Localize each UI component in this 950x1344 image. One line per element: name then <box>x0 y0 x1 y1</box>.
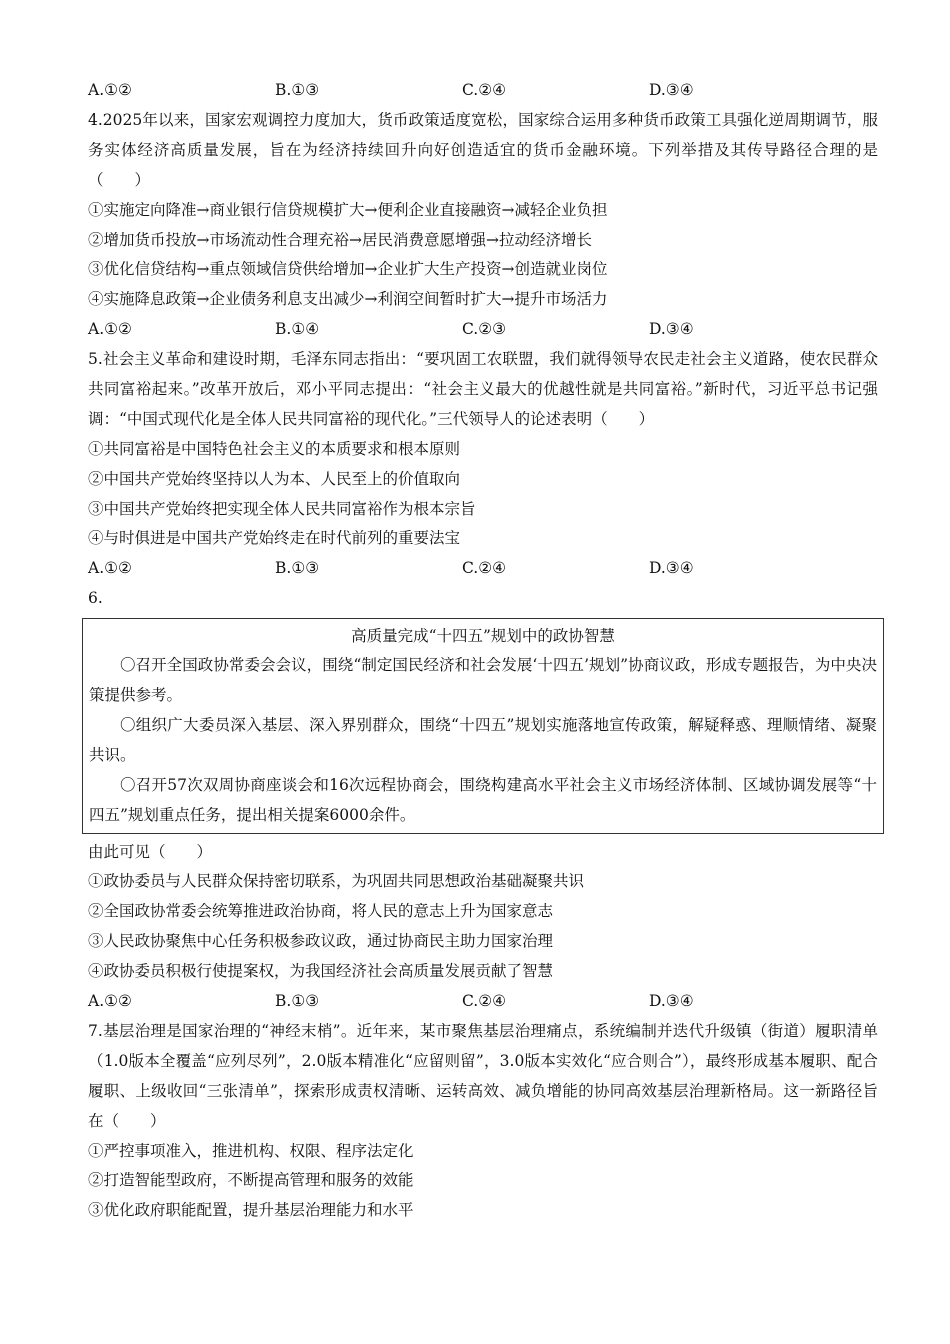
q4-options <box>88 315 878 345</box>
q3-option-c: C.②④ <box>462 81 507 99</box>
q4-item-1: ①实施定向降准→商业银行信贷规模扩大→便利企业直接融资→减轻企业负担 <box>88 200 608 219</box>
q4-item-4: ④实施降息政策→企业债务利息支出减少→利润空间暂时扩大→提升市场活力 <box>88 290 608 309</box>
q5-item-2: ②中国共产党始终坚持以人为本、人民至上的价值取向 <box>88 469 461 488</box>
q4-option-a: A.①② <box>88 320 132 339</box>
q6-box-title: 高质量完成“十四五”规划中的政协智慧 <box>351 627 615 646</box>
q6-item-1: ①政协委员与人民群众保持密切联系，为巩固共同思想政治基础凝聚共识 <box>88 872 585 891</box>
q3-options <box>88 76 878 106</box>
q6-options <box>88 987 878 1017</box>
q5-option-d: D.③④ <box>649 559 694 578</box>
q5-options <box>88 554 878 584</box>
q6-item-4: ④政协委员积极行使提案权，为我国经济社会高质量发展贡献了智慧 <box>88 962 554 981</box>
q4-option-c: C.②③ <box>462 320 507 339</box>
q7-item-3: ③优化政府职能配置，提升基层治理能力和水平 <box>88 1201 414 1220</box>
q6-box-paragraph-1: 〇召开全国政协常委会会议，围绕“制定国民经济和社会发展‘十四五’规划”协商议政，形成专题报告，为中央决策提供参考。 <box>89 656 877 705</box>
q5-item-4: ④与时俱进是中国共产党始终走在时代前列的重要法宝 <box>88 529 461 548</box>
q5-item-3: ③中国共产党始终把实现全体人民共同富裕作为根本宗旨 <box>88 499 476 518</box>
q6-lead: 由此可见（ ） <box>88 842 213 861</box>
q6-material-box <box>82 618 884 833</box>
q6-item-3: ③人民政协聚焦中心任务积极参政议政，通过协商民主助力国家治理 <box>88 932 554 951</box>
q6-option-b: B.①③ <box>275 992 320 1011</box>
q5-stem: 5.社会主义革命和建设时期，毛泽东同志指出：“要巩固工农联盟，我们就得领导农民走社会主义道路，使农民群众共同富裕起来。”改革开放后，邓小平同志提出：“社会主义最大的优越性就是共同富裕。”新时代，习近平总书记强调：“中国式现代化是全体人民共同富裕的现代化。”三代领导人的论述表明（ ） <box>88 350 878 428</box>
q6-number: 6. <box>88 589 103 608</box>
q4-item-3: ③优化信贷结构→重点领域信贷供给增加→企业扩大生产投资→创造就业岗位 <box>88 260 608 279</box>
q7-stem: 7.基层治理是国家治理的“神经末梢”。近年来，某市聚焦基层治理痛点，系统编制并迭代升级镇（街道）履职清单（1.0版本全覆盖“应列尽列”，2.0版本精准化“应留则留”，3.0版本实效化“应合则合”），最终形成基本履职、配合履职、上级收回“三张清单”，探索形成责权清晰、运转高效、减负增能的协同高效基层治理新格局。这一新路径旨在（ ） <box>88 1021 878 1130</box>
q7-item-1: ①严控事项准入，推进机构、权限、程序法定化 <box>88 1141 414 1160</box>
q6-option-a: A.①② <box>88 992 132 1011</box>
q3-option-a: A.①② <box>88 81 132 99</box>
exam-page <box>88 76 878 1226</box>
q5-item-1: ①共同富裕是中国特色社会主义的本质要求和根本原则 <box>88 439 461 458</box>
q7-item-2: ②打造智能型政府，不断提高管理和服务的效能 <box>88 1171 414 1190</box>
q5-option-b: B.①③ <box>275 559 320 578</box>
q4-option-b: B.①④ <box>275 320 320 339</box>
q4-stem: 4.2025年以来，国家宏观调控力度加大，货币政策适度宽松，国家综合运用多种货币政策工具强化逆周期调节，服务实体经济高质量发展，旨在为经济持续回升向好创造适宜的货币金融环境。下列举措及其传导路径合理的是（ ） <box>88 110 878 189</box>
q6-item-2: ②全国政协常委会统筹推进政治协商，将人民的意志上升为国家意志 <box>88 902 554 921</box>
q5-option-a: A.①② <box>88 559 132 578</box>
q4-option-d: D.③④ <box>649 320 694 339</box>
q6-option-c: C.②④ <box>462 992 507 1011</box>
q4-item-2: ②增加货币投放→市场流动性合理充裕→居民消费意愿增强→拉动经济增长 <box>88 230 592 249</box>
q6-option-d: D.③④ <box>649 992 694 1011</box>
q6-box-paragraph-3: 〇召开57次双周协商座谈会和16次远程协商会，围绕构建高水平社会主义市场经济体制、区域协调发展等“十四五”规划重点任务，提出相关提案6000余件。 <box>89 775 877 824</box>
q3-option-b: B.①③ <box>275 81 320 99</box>
q3-option-d: D.③④ <box>649 81 694 99</box>
q5-option-c: C.②④ <box>462 559 507 578</box>
q6-box-paragraph-2: 〇组织广大委员深入基层、深入界别群众，围绕“十四五”规划实施落地宣传政策，解疑释惑、理顺情绪、凝聚共识。 <box>89 715 877 764</box>
